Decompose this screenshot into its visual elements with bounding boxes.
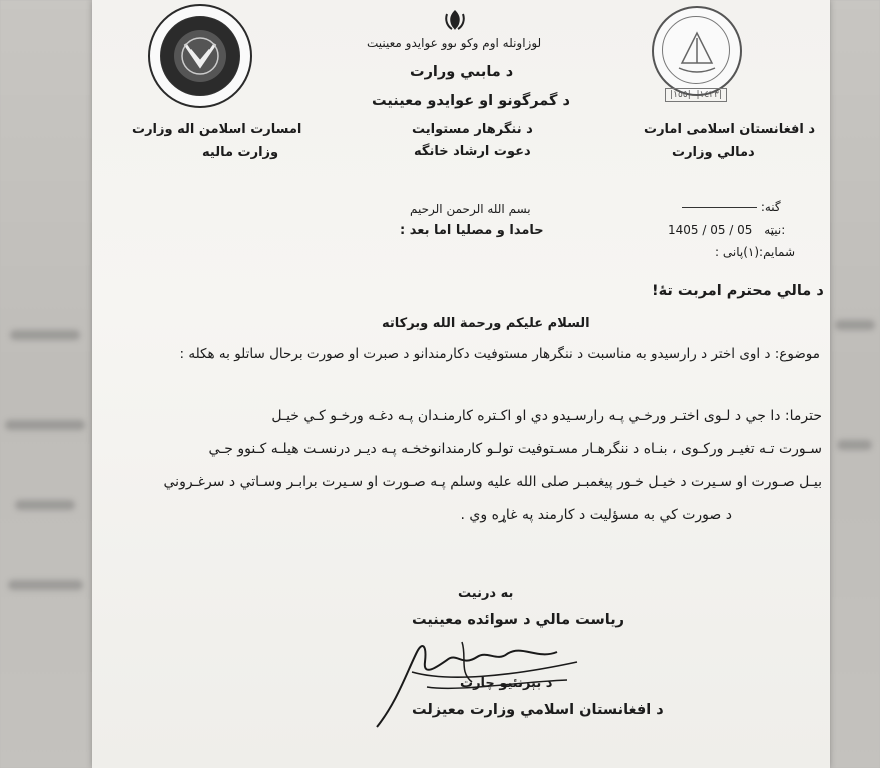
center-header-line2: د گمرگونو او عوايدو معينيت [372,93,570,109]
body-line-2: سـورت تـه تغيـر وركـوى ، بنـاه د ننگرهـار مسـتوفيت تولـو كارمندانوخخـه پـه ديـر درنسـت هيلـه كـنوو جـي [208,441,822,457]
body-line-3: بيـل صـورت او سـيرت د خيـل خـور پيغمبـر صلى الله عليه وسلم پـه صـورت او سـيرت برابـر وسـاتي د سرغـروني [163,474,822,490]
center-header-line3: د ننگرهار مستوايت [412,122,533,137]
hamdan-line: حامدا و مصليا اما بعد : [400,223,544,238]
date-field [668,223,785,237]
subject-line: موضوع: د اوى اختر د رارسيدو به مناسبت د ننگرهار مستوفيت دكارمندانو د صبرت او صورت برحال ساتلو به هكله : [179,346,820,362]
attachments-line: شمايم:(١)پانى : [715,245,796,259]
left-header-line1: امسارت اسلامن اله وزارت [132,122,302,137]
number-label: گنه: [760,200,781,214]
body-line-4: د صورت كي به مسؤليت د كارمند په غاړه وي . [460,507,732,523]
right-header-line1: د افغانستان اسلامى امارت [644,122,816,137]
date-value: 1405 / 05 / 05 [668,223,753,237]
number-blank [682,207,757,208]
signature-office: رياست مالي د سوائده معينيت [412,612,624,628]
signature-org: د افغانستان اسلامي وزارت معيزلت [412,702,664,718]
background-right [830,0,880,768]
signature-name: د بېرنئيو چارت [460,676,553,691]
right-header-line2: دمالي وزارت [672,145,755,160]
left-header-line2: وزارت ماليه [202,145,279,160]
center-header-line1: د مابىي ورارت [410,64,514,80]
afghanistan-ministry-seal-icon [652,6,742,96]
closing: به درنيت [458,586,514,601]
date-label: نيټه: [764,223,786,237]
finance-ministry-emblem-icon [148,4,252,108]
addressee: د مالي محترم امربت تهٔ! [652,283,824,299]
greeting: السلام عليكم ورحمة الله وبركاته [382,316,590,331]
bismillah: بسم الله الرحمن الرحيم [410,202,531,216]
center-header-line4: دعوت ارشاد خانگه [414,144,531,159]
background-left [0,0,95,768]
center-header-line0: لوزاونله اوم وكو ىوو عوايدو معينيت [367,36,542,50]
seal-date-stamp: |١٤٢٣| |١٥٥| [665,88,727,102]
number-field [682,200,781,214]
center-emblem-icon [442,8,468,32]
document-page [92,0,830,768]
body-line-1: حترما: دا جي د لـوى اختـر ورخـي پـه رارسـيدو دي او اكـتره كارمنـدان پـه دغـه ورخـو كـي خيـل [271,408,822,424]
